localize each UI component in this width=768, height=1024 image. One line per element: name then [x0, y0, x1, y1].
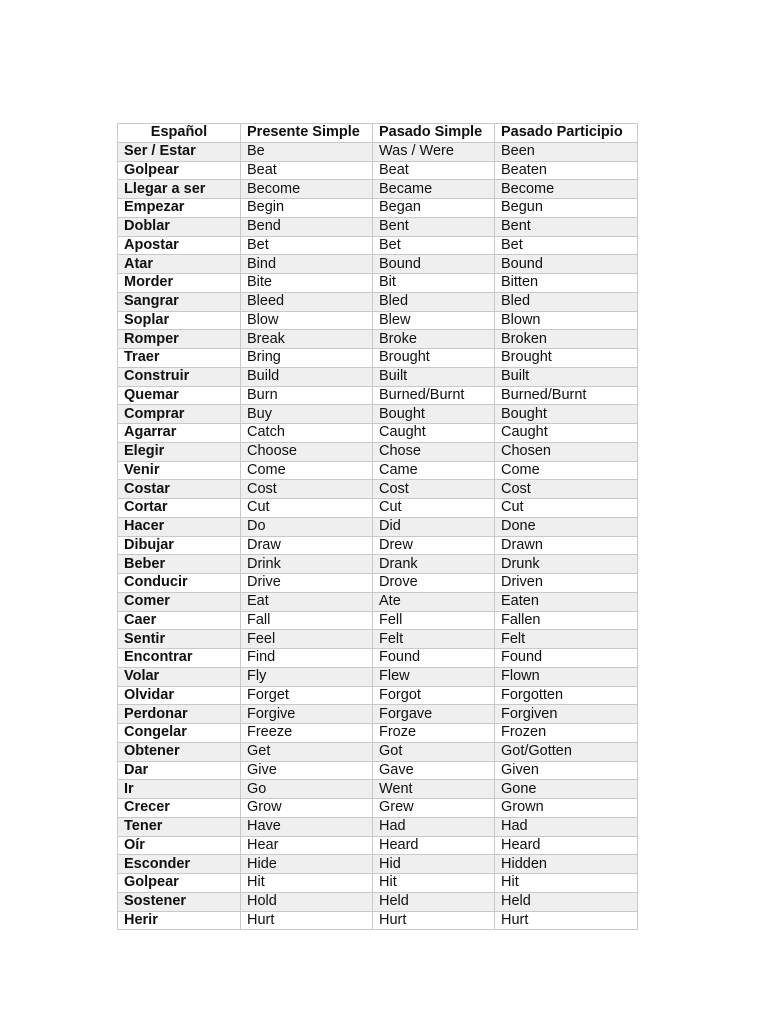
cell-espanol: Romper — [118, 330, 241, 349]
irregular-verbs-table — [117, 123, 638, 930]
cell-pasado-simple: Hid — [373, 855, 495, 874]
cell-presente-simple: Hide — [241, 855, 373, 874]
cell-pasado-simple: Beat — [373, 161, 495, 180]
table-row — [118, 667, 638, 686]
cell-pasado-simple: Blew — [373, 311, 495, 330]
cell-espanol: Dibujar — [118, 536, 241, 555]
table-row — [118, 349, 638, 368]
cell-pasado-participio: Hit — [495, 874, 638, 893]
cell-pasado-participio: Fallen — [495, 611, 638, 630]
cell-pasado-simple: Forgave — [373, 705, 495, 724]
cell-presente-simple: Give — [241, 761, 373, 780]
table-row — [118, 855, 638, 874]
cell-pasado-participio: Driven — [495, 574, 638, 593]
cell-pasado-simple: Drove — [373, 574, 495, 593]
cell-pasado-simple: Flew — [373, 667, 495, 686]
cell-pasado-participio: Come — [495, 461, 638, 480]
cell-presente-simple: Hear — [241, 836, 373, 855]
table-row — [118, 649, 638, 668]
cell-pasado-simple: Broke — [373, 330, 495, 349]
cell-pasado-participio: Beaten — [495, 161, 638, 180]
cell-pasado-participio: Had — [495, 817, 638, 836]
table-row — [118, 761, 638, 780]
cell-pasado-simple: Began — [373, 199, 495, 218]
cell-pasado-participio: Found — [495, 649, 638, 668]
table-row — [118, 611, 638, 630]
cell-presente-simple: Do — [241, 517, 373, 536]
cell-espanol: Congelar — [118, 724, 241, 743]
cell-pasado-participio: Bitten — [495, 274, 638, 293]
cell-pasado-simple: Burned/Burnt — [373, 386, 495, 405]
table-row — [118, 686, 638, 705]
cell-pasado-simple: Felt — [373, 630, 495, 649]
cell-pasado-participio: Hidden — [495, 855, 638, 874]
cell-espanol: Comprar — [118, 405, 241, 424]
table-row — [118, 517, 638, 536]
cell-pasado-participio: Bled — [495, 292, 638, 311]
cell-presente-simple: Be — [241, 142, 373, 161]
table-row — [118, 630, 638, 649]
cell-pasado-participio: Gone — [495, 780, 638, 799]
cell-pasado-participio: Drunk — [495, 555, 638, 574]
cell-pasado-participio: Eaten — [495, 592, 638, 611]
cell-presente-simple: Catch — [241, 424, 373, 443]
table-row — [118, 367, 638, 386]
cell-pasado-participio: Forgotten — [495, 686, 638, 705]
cell-pasado-participio: Bet — [495, 236, 638, 255]
cell-pasado-simple: Cost — [373, 480, 495, 499]
table-row — [118, 292, 638, 311]
cell-presente-simple: Burn — [241, 386, 373, 405]
cell-pasado-simple: Bet — [373, 236, 495, 255]
cell-presente-simple: Hurt — [241, 911, 373, 930]
cell-pasado-simple: Became — [373, 180, 495, 199]
cell-pasado-participio: Blown — [495, 311, 638, 330]
cell-espanol: Cortar — [118, 499, 241, 518]
cell-pasado-participio: Grown — [495, 799, 638, 818]
table-row — [118, 892, 638, 911]
cell-presente-simple: Bet — [241, 236, 373, 255]
table-row — [118, 799, 638, 818]
cell-espanol: Oír — [118, 836, 241, 855]
cell-pasado-participio: Burned/Burnt — [495, 386, 638, 405]
cell-presente-simple: Freeze — [241, 724, 373, 743]
cell-pasado-simple: Bound — [373, 255, 495, 274]
table-row — [118, 592, 638, 611]
cell-pasado-simple: Gave — [373, 761, 495, 780]
cell-presente-simple: Become — [241, 180, 373, 199]
cell-presente-simple: Buy — [241, 405, 373, 424]
cell-pasado-participio: Done — [495, 517, 638, 536]
table-row — [118, 311, 638, 330]
cell-pasado-participio: Drawn — [495, 536, 638, 555]
header-pasado-participio: Pasado Participio — [495, 124, 638, 143]
cell-espanol: Elegir — [118, 442, 241, 461]
cell-pasado-simple: Brought — [373, 349, 495, 368]
cell-pasado-participio: Hurt — [495, 911, 638, 930]
cell-presente-simple: Get — [241, 742, 373, 761]
cell-espanol: Agarrar — [118, 424, 241, 443]
cell-presente-simple: Build — [241, 367, 373, 386]
cell-presente-simple: Bleed — [241, 292, 373, 311]
cell-espanol: Morder — [118, 274, 241, 293]
table-row — [118, 217, 638, 236]
table-row — [118, 330, 638, 349]
cell-pasado-simple: Froze — [373, 724, 495, 743]
table-row — [118, 555, 638, 574]
cell-pasado-participio: Brought — [495, 349, 638, 368]
cell-presente-simple: Draw — [241, 536, 373, 555]
cell-pasado-simple: Had — [373, 817, 495, 836]
cell-presente-simple: Have — [241, 817, 373, 836]
cell-espanol: Sostener — [118, 892, 241, 911]
cell-espanol: Quemar — [118, 386, 241, 405]
cell-espanol: Beber — [118, 555, 241, 574]
cell-pasado-simple: Heard — [373, 836, 495, 855]
cell-pasado-participio: Bound — [495, 255, 638, 274]
cell-pasado-simple: Was / Were — [373, 142, 495, 161]
cell-espanol: Atar — [118, 255, 241, 274]
table-row — [118, 424, 638, 443]
cell-espanol: Ser / Estar — [118, 142, 241, 161]
table-row — [118, 499, 638, 518]
cell-espanol: Venir — [118, 461, 241, 480]
cell-espanol: Sentir — [118, 630, 241, 649]
cell-presente-simple: Bend — [241, 217, 373, 236]
table-row — [118, 180, 638, 199]
cell-pasado-simple: Bought — [373, 405, 495, 424]
cell-espanol: Soplar — [118, 311, 241, 330]
table-row — [118, 742, 638, 761]
cell-presente-simple: Forgive — [241, 705, 373, 724]
cell-espanol: Dar — [118, 761, 241, 780]
cell-pasado-simple: Held — [373, 892, 495, 911]
cell-pasado-simple: Got — [373, 742, 495, 761]
cell-presente-simple: Bind — [241, 255, 373, 274]
cell-pasado-participio: Become — [495, 180, 638, 199]
table-row — [118, 461, 638, 480]
cell-pasado-simple: Built — [373, 367, 495, 386]
cell-espanol: Herir — [118, 911, 241, 930]
cell-pasado-simple: Went — [373, 780, 495, 799]
table-row — [118, 536, 638, 555]
cell-presente-simple: Come — [241, 461, 373, 480]
cell-pasado-participio: Broken — [495, 330, 638, 349]
cell-espanol: Obtener — [118, 742, 241, 761]
cell-presente-simple: Forget — [241, 686, 373, 705]
cell-pasado-participio: Got/Gotten — [495, 742, 638, 761]
cell-pasado-participio: Cut — [495, 499, 638, 518]
cell-pasado-simple: Cut — [373, 499, 495, 518]
header-pasado-simple: Pasado Simple — [373, 124, 495, 143]
cell-pasado-simple: Chose — [373, 442, 495, 461]
cell-pasado-participio: Frozen — [495, 724, 638, 743]
cell-pasado-simple: Caught — [373, 424, 495, 443]
table-header — [118, 124, 638, 143]
cell-pasado-participio: Begun — [495, 199, 638, 218]
cell-espanol: Empezar — [118, 199, 241, 218]
cell-espanol: Construir — [118, 367, 241, 386]
cell-pasado-simple: Grew — [373, 799, 495, 818]
cell-pasado-participio: Chosen — [495, 442, 638, 461]
cell-espanol: Sangrar — [118, 292, 241, 311]
cell-pasado-simple: Fell — [373, 611, 495, 630]
cell-pasado-simple: Drew — [373, 536, 495, 555]
header-espanol: Español — [118, 124, 241, 143]
table-body — [118, 142, 638, 930]
cell-pasado-participio: Been — [495, 142, 638, 161]
table-row — [118, 274, 638, 293]
cell-pasado-participio: Built — [495, 367, 638, 386]
cell-pasado-simple: Drank — [373, 555, 495, 574]
cell-presente-simple: Fly — [241, 667, 373, 686]
cell-pasado-simple: Ate — [373, 592, 495, 611]
cell-presente-simple: Grow — [241, 799, 373, 818]
table-row — [118, 480, 638, 499]
cell-presente-simple: Eat — [241, 592, 373, 611]
cell-presente-simple: Blow — [241, 311, 373, 330]
cell-pasado-simple: Came — [373, 461, 495, 480]
cell-presente-simple: Drink — [241, 555, 373, 574]
cell-espanol: Encontrar — [118, 649, 241, 668]
table-row — [118, 874, 638, 893]
cell-pasado-participio: Felt — [495, 630, 638, 649]
cell-presente-simple: Go — [241, 780, 373, 799]
cell-presente-simple: Bite — [241, 274, 373, 293]
table-row — [118, 724, 638, 743]
table-row — [118, 780, 638, 799]
cell-espanol: Traer — [118, 349, 241, 368]
table-row — [118, 836, 638, 855]
header-presente-simple: Presente Simple — [241, 124, 373, 143]
cell-pasado-participio: Heard — [495, 836, 638, 855]
cell-pasado-participio: Held — [495, 892, 638, 911]
cell-pasado-simple: Found — [373, 649, 495, 668]
cell-pasado-participio: Caught — [495, 424, 638, 443]
cell-espanol: Comer — [118, 592, 241, 611]
table-row — [118, 386, 638, 405]
table-row — [118, 911, 638, 930]
cell-presente-simple: Break — [241, 330, 373, 349]
table-row — [118, 236, 638, 255]
cell-pasado-simple: Bled — [373, 292, 495, 311]
cell-presente-simple: Feel — [241, 630, 373, 649]
cell-presente-simple: Hit — [241, 874, 373, 893]
cell-presente-simple: Bring — [241, 349, 373, 368]
cell-espanol: Golpear — [118, 161, 241, 180]
cell-pasado-participio: Given — [495, 761, 638, 780]
cell-pasado-simple: Bent — [373, 217, 495, 236]
cell-espanol: Perdonar — [118, 705, 241, 724]
cell-presente-simple: Begin — [241, 199, 373, 218]
cell-presente-simple: Hold — [241, 892, 373, 911]
cell-espanol: Conducir — [118, 574, 241, 593]
cell-espanol: Caer — [118, 611, 241, 630]
cell-espanol: Apostar — [118, 236, 241, 255]
cell-presente-simple: Find — [241, 649, 373, 668]
cell-pasado-participio: Forgiven — [495, 705, 638, 724]
cell-pasado-participio: Cost — [495, 480, 638, 499]
cell-espanol: Golpear — [118, 874, 241, 893]
cell-espanol: Esconder — [118, 855, 241, 874]
cell-espanol: Volar — [118, 667, 241, 686]
cell-presente-simple: Choose — [241, 442, 373, 461]
cell-espanol: Llegar a ser — [118, 180, 241, 199]
cell-pasado-simple: Forgot — [373, 686, 495, 705]
cell-presente-simple: Drive — [241, 574, 373, 593]
cell-pasado-participio: Bought — [495, 405, 638, 424]
table-row — [118, 142, 638, 161]
cell-pasado-simple: Bit — [373, 274, 495, 293]
cell-espanol: Crecer — [118, 799, 241, 818]
cell-espanol: Tener — [118, 817, 241, 836]
cell-pasado-participio: Flown — [495, 667, 638, 686]
cell-espanol: Olvidar — [118, 686, 241, 705]
cell-pasado-participio: Bent — [495, 217, 638, 236]
cell-presente-simple: Cost — [241, 480, 373, 499]
cell-espanol: Ir — [118, 780, 241, 799]
cell-pasado-simple: Hit — [373, 874, 495, 893]
table-row — [118, 405, 638, 424]
table-row — [118, 817, 638, 836]
cell-espanol: Doblar — [118, 217, 241, 236]
table-row — [118, 199, 638, 218]
table-row — [118, 161, 638, 180]
header-row — [118, 124, 638, 143]
cell-presente-simple: Beat — [241, 161, 373, 180]
table-row — [118, 442, 638, 461]
cell-presente-simple: Fall — [241, 611, 373, 630]
cell-pasado-simple: Did — [373, 517, 495, 536]
cell-presente-simple: Cut — [241, 499, 373, 518]
table-row — [118, 705, 638, 724]
table-row — [118, 574, 638, 593]
cell-pasado-simple: Hurt — [373, 911, 495, 930]
table-row — [118, 255, 638, 274]
cell-espanol: Hacer — [118, 517, 241, 536]
cell-espanol: Costar — [118, 480, 241, 499]
